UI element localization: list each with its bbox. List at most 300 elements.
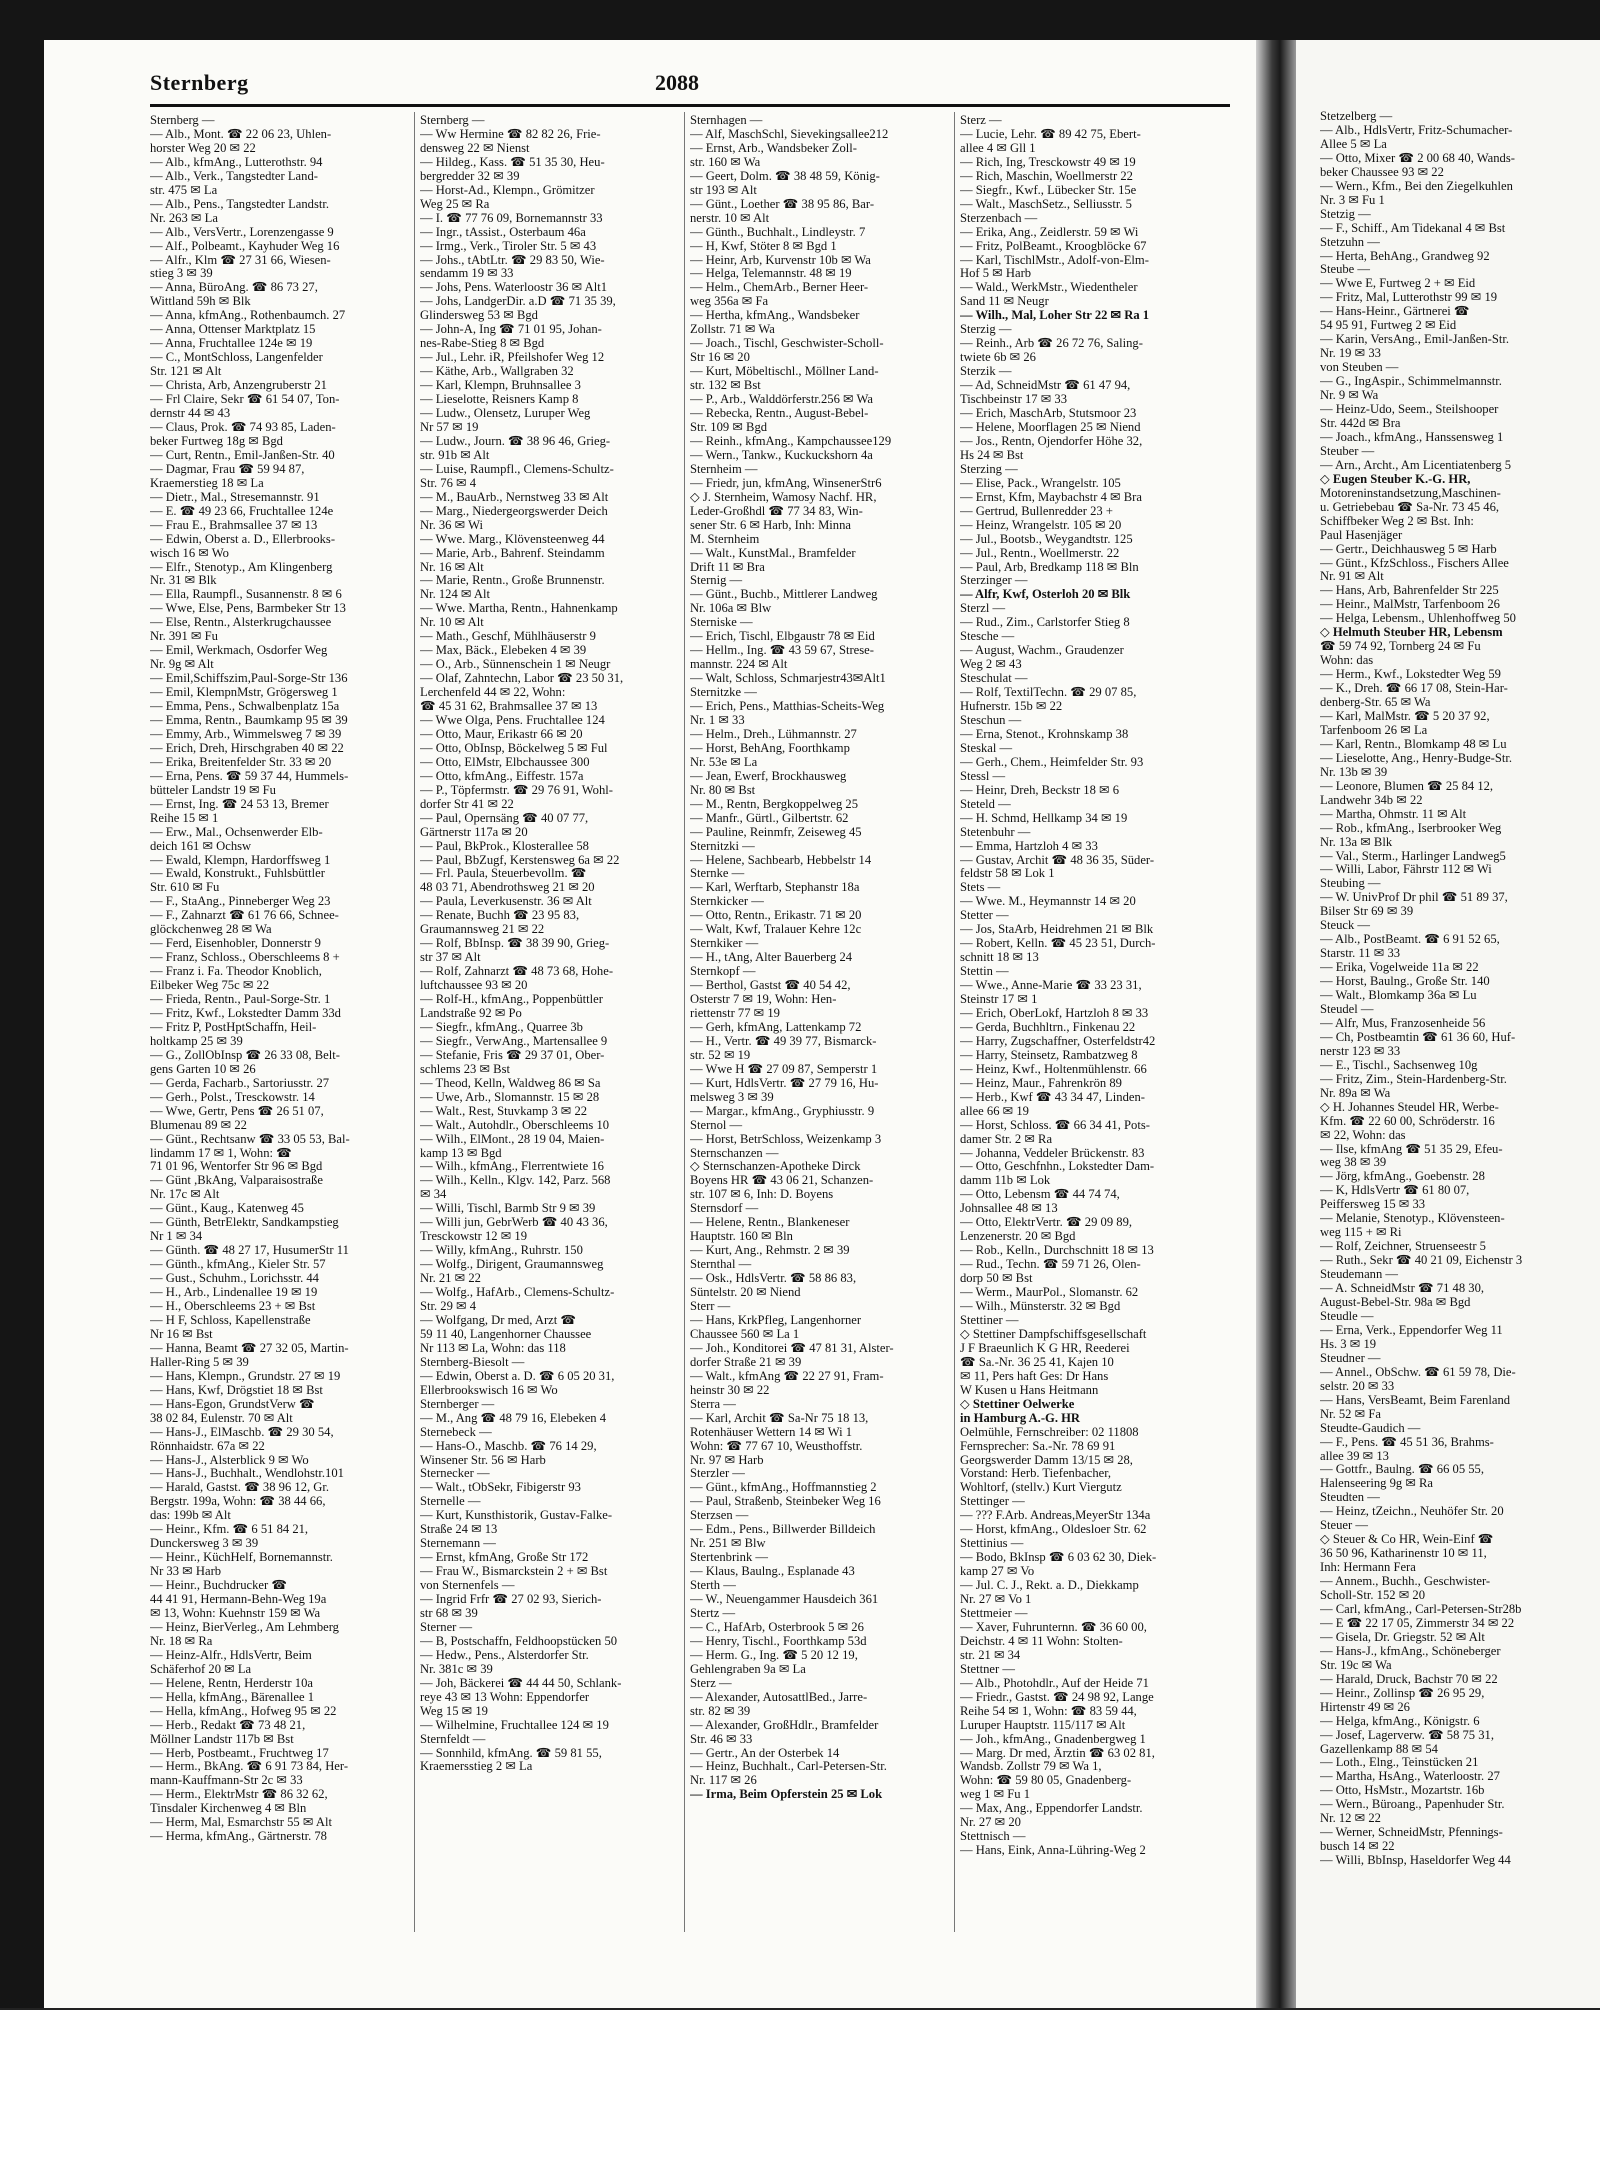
right-page-entry-line: Steuber — — [1320, 444, 1375, 458]
right-page-entry-line: Nr. 19 ✉ 33 — [1320, 347, 1381, 361]
directory-entry-line: kamp 27 ✉ Vo — [960, 1565, 1035, 1579]
directory-entry-line: Kraemerstieg 18 ✉ La — [150, 476, 264, 490]
directory-entry-line: Weg 25 ✉ Ra — [420, 197, 490, 211]
directory-entry-line: — Ww Hermine ☎ 82 82 26, Frie- — [420, 127, 601, 141]
right-page-entry-line: — Lieselotte, Ang., Henry-Budge-Str. — [1320, 751, 1513, 765]
directory-entry-line: — Alfr., Klm ☎ 27 31 66, Wiesen- — [150, 253, 331, 267]
directory-entry-line: Sternfeldt — — [420, 1732, 486, 1746]
directory-column-3 — [690, 114, 952, 1802]
right-page-entry-line: — Heinz, tZeichn., Neuhöfer Str. 20 — [1320, 1505, 1504, 1519]
directory-entry-line: — Horst-Ad., Klempn., Grömitzer — [420, 183, 595, 197]
directory-entry-line: Nr. 124 ✉ Alt — [420, 588, 491, 602]
directory-entry-line: Oelmühle, Fernschreiber: 02 11808 — [960, 1425, 1139, 1439]
directory-entry-line: — Karl, TischlMstr., Adolf-von-Elm- — [960, 253, 1149, 267]
directory-entry-line: nerstr. 10 ✉ Alt — [690, 211, 770, 225]
directory-entry-line: — Edwin, Oberst a. D., Ellerbrooks- — [150, 532, 336, 546]
right-page-entry-line: Stetzelberg — — [1320, 110, 1393, 123]
directory-entry-line: — Helene, Rentn., Blankeneser — [690, 1216, 850, 1230]
right-page-entry-line: — Helga, Lebensm., Uhlenhoffweg 50 — [1320, 612, 1516, 626]
directory-entry-line: — Uwe, Arb., Slomannstr. 15 ✉ 28 — [420, 1090, 600, 1104]
directory-entry-line: — Wwe. Marg., Klövensteenweg 44 — [420, 532, 605, 546]
right-page-entry-line: denberg-Str. 65 ✉ Wa — [1320, 696, 1431, 710]
right-page-entry-line: 54 95 91, Furtweg 2 ✉ Eid — [1320, 319, 1457, 333]
directory-entry-line: — M., BauArb., Nernstweg 33 ✉ Alt — [420, 490, 609, 504]
directory-entry-line: Steschulat — — [960, 672, 1028, 686]
directory-entry-line: Wohltorf, (stellv.) Kurt Viergutz — [960, 1481, 1122, 1495]
directory-entry-line: Sternkicker — — [690, 895, 764, 909]
directory-entry-line: — Heinr., Kfm. ☎ 6 51 84 21, — [150, 1523, 309, 1537]
directory-entry-line: — Rolf, TextilTechn. ☎ 29 07 85, — [960, 686, 1137, 700]
running-title: Sternberg — [150, 70, 249, 95]
directory-entry-line: — Paul, Straßenb, Steinbeker Weg 16 — [690, 1495, 881, 1509]
directory-entry-line: — Walt, Kwf, Tralauer Kehre 12c — [690, 923, 862, 937]
directory-entry-line: — H., Vertr. ☎ 49 39 77, Bismarck- — [690, 1034, 877, 1048]
directory-entry-line: — Claus, Prok. ☎ 74 93 85, Laden- — [150, 420, 336, 434]
right-page-entry-line: Str. 442d ✉ Bra — [1320, 416, 1401, 430]
page-number: 2088 — [655, 70, 699, 95]
directory-entry-line: — Erich, Dreh, Hirschgraben 40 ✉ 22 — [150, 741, 344, 755]
directory-entry-line: str. 160 ✉ Wa — [690, 155, 761, 169]
right-page-entry-line: — Hans, Arb, Bahrenfelder Str 225 — [1320, 584, 1499, 598]
directory-entry-line: — Günth. ☎ 48 27 17, HusumerStr 11 — [150, 1244, 349, 1258]
directory-entry-line: — Alb., Verk., Tangstedter Land- — [150, 169, 318, 183]
directory-entry-line: — Lucie, Lehr. ☎ 89 42 75, Ebert- — [960, 127, 1141, 141]
directory-entry-line: — Günt., Kaug., Katenweg 45 — [150, 1202, 304, 1216]
directory-entry-line: — Harald, Gastst. ☎ 38 96 12, Gr. — [150, 1481, 330, 1495]
right-page-entry-line: — Val., Sterm., Harlinger Landweg5 — [1320, 849, 1506, 863]
directory-entry-line: — Otto, Rentn., Erikastr. 71 ✉ 20 — [690, 909, 862, 923]
directory-entry-line: — Robert, Kelln. ☎ 45 23 51, Durch- — [960, 937, 1156, 951]
directory-entry-line: Sternberger — — [420, 1397, 495, 1411]
directory-entry-line: — Herb., Redakt ☎ 73 48 21, — [150, 1718, 306, 1732]
directory-entry-line: — Erw., Mal., Ochsenwerder Elb- — [150, 825, 323, 839]
directory-entry-line: ◇ J. Sternheim, Wamosy Nachf. HR, — [690, 490, 877, 504]
directory-entry-line: — Paul, BbZugf, Kerstensweg 6a ✉ 22 — [420, 853, 620, 867]
right-page-entry-line: — Heinr., MalMstr, Tarfenboom 26 — [1320, 598, 1500, 612]
directory-entry-line: — Jul., Bootsb., Weygandtstr. 125 — [960, 532, 1133, 546]
directory-entry-line: Sternemann — — [420, 1537, 496, 1551]
directory-entry-line: Sterzinger — — [960, 574, 1028, 588]
directory-entry-line: — Karl, Klempn, Bruhnsallee 3 — [420, 379, 581, 393]
right-page-entry-line: — F., Pens. ☎ 45 51 36, Brahms- — [1320, 1435, 1494, 1449]
directory-entry-line: — Rolf, BbInsp. ☎ 38 39 90, Grieg- — [420, 937, 610, 951]
directory-entry-line: — Rud., Zim., Carlstorfer Stieg 8 — [960, 616, 1130, 630]
right-page-entry-line: — Herta, BehAng., Grandweg 92 — [1320, 249, 1490, 263]
right-page-entry-line: Stetzuhn — — [1320, 235, 1380, 249]
directory-entry-line: Hauptstr. 160 ✉ Bln — [690, 1230, 793, 1244]
directory-entry-line: Kraemersstieg 2 ✉ La — [420, 1760, 533, 1774]
directory-entry-line: dorfer Str 41 ✉ 22 — [420, 797, 514, 811]
directory-entry-line: sener Str. 6 ✉ Harb, Inh: Minna — [690, 518, 851, 532]
directory-entry-line: — Jul. C. J., Rekt. a. D., Diekkamp — [960, 1579, 1139, 1593]
right-page-entry-line: — Annem., Buchh., Geschwister- — [1320, 1575, 1491, 1589]
directory-entry-line: — G., ZollObInsp ☎ 26 33 08, Belt- — [150, 1048, 340, 1062]
scan-margin-bottom — [0, 2010, 1600, 2177]
directory-entry-line: — Gertrud, Bullenredder 23 + — [960, 504, 1113, 518]
directory-entry-line: 59 11 40, Langenhorner Chaussee — [420, 1327, 592, 1341]
directory-entry-line: lindamm 17 ✉ 1, Wohn: ☎ — [150, 1146, 292, 1160]
directory-entry-line: Weg 2 ✉ 43 — [960, 658, 1022, 672]
right-page-entry-line: selstr. 20 ✉ 33 — [1320, 1379, 1395, 1393]
directory-entry-line: Sand 11 ✉ Neugr — [960, 295, 1049, 309]
directory-entry-line: Sternthal — — [690, 1258, 752, 1272]
directory-entry-line: — Walt, Schloss, Schmarjestr43✉Alt1 — [690, 672, 886, 686]
right-page-entry-line: Kfm. ☎ 22 60 00, Schröderstr. 16 — [1320, 1114, 1495, 1128]
directory-entry-line: — Erna, Pens. ☎ 59 37 44, Hummels- — [150, 769, 349, 783]
directory-entry-line: — C., MontSchloss, Langenfelder — [150, 351, 323, 365]
directory-entry-line: — Wwe H ☎ 27 09 87, Semperstr 1 — [690, 1062, 878, 1076]
directory-entry-line: — Berthol, Gastst ☎ 40 54 42, — [690, 979, 851, 993]
directory-entry-line: J F Braeunlich K G HR, Reederei — [960, 1341, 1130, 1355]
directory-entry-line: — Wwe. Martha, Rentn., Hahnenkamp — [420, 602, 618, 616]
directory-entry-line: — Wolfgang, Dr med, Arzt ☎ — [420, 1313, 577, 1327]
directory-entry-line: — Heinz, Wrangelstr. 105 ✉ 20 — [960, 518, 1122, 532]
directory-entry-line: deich 161 ✉ Ochsw — [150, 839, 252, 853]
directory-entry-line: — Herm., ElektrMstr ☎ 86 32 62, — [150, 1788, 328, 1802]
directory-entry-line: holtkamp 25 ✉ 39 — [150, 1034, 243, 1048]
directory-entry-line: — Günt., Buchb., Mittlerer Landweg — [690, 588, 878, 602]
directory-entry-line: ◇ Stettiner Oelwerke — [960, 1397, 1075, 1411]
directory-entry-line: — Lieselotte, Reisners Kamp 8 — [420, 393, 579, 407]
directory-entry-line: — Wilh., ElMont., 28 19 04, Maien- — [420, 1132, 605, 1146]
directory-entry-line: ☎ Sa.-Nr. 36 25 41, Kajen 10 — [960, 1355, 1114, 1369]
directory-entry-line: — Gerh., Chem., Heimfelder Str. 93 — [960, 755, 1144, 769]
directory-entry-line: Sternschanzen — — [690, 1146, 779, 1160]
directory-entry-line: — Wwe Olga, Pens. Fruchtallee 124 — [420, 713, 605, 727]
directory-entry-line: Eilbeker Weg 75c ✉ 22 — [150, 979, 270, 993]
directory-entry-line: — Jean, Ewerf, Brockhausweg — [690, 769, 847, 783]
directory-entry-line: — Emil, KlempnMstr, Grögersweg 1 — [150, 686, 338, 700]
directory-entry-line: — Hans-O., Maschb. ☎ 76 14 29, — [420, 1439, 597, 1453]
directory-entry-line: — Ad, SchneidMstr ☎ 61 47 94, — [960, 379, 1131, 393]
directory-entry-line: Sternberg-Biesolt — — [420, 1355, 525, 1369]
directory-entry-line: — Rud., Techn. ☎ 59 71 26, Olen- — [960, 1258, 1141, 1272]
directory-entry-line: — O., Arb., Sünnenschein 1 ✉ Neugr — [420, 658, 611, 672]
directory-entry-line: 38 02 84, Eulenstr. 70 ✉ Alt — [150, 1411, 293, 1425]
directory-entry-line: — Günt., Rechtsanw ☎ 33 05 53, Bal- — [150, 1132, 350, 1146]
directory-entry-line: in Hamburg A.-G. HR — [960, 1411, 1081, 1425]
right-page-entry-line: ✉ 22, Wohn: das — [1320, 1128, 1406, 1142]
directory-entry-line: — Gerda, Buchhltrn., Finkenau 22 — [960, 1020, 1136, 1034]
directory-entry-line: — Kurt, Kunsthistorik, Gustav-Falke- — [420, 1509, 613, 1523]
directory-entry-line: — Erich, MaschArb, Stutsmoor 23 — [960, 407, 1137, 421]
directory-entry-line: damm 11b ✉ Lok — [960, 1174, 1051, 1188]
directory-entry-line: — Marie, Rentn., Große Brunnenstr. — [420, 574, 605, 588]
right-page-entry-line: — Heinr., Zollinsp ☎ 26 95 29, — [1320, 1686, 1485, 1700]
right-page-entry-line: Hs. 3 ✉ 19 — [1320, 1337, 1377, 1351]
directory-entry-line: ✉ 11, Pers haft Ges: Dr Hans — [960, 1369, 1109, 1383]
directory-entry-line: — Anna, BüroAng. ☎ 86 73 27, — [150, 281, 318, 295]
directory-entry-line: Stesche — — [960, 630, 1015, 644]
directory-entry-line: — Reinh., Arb ☎ 26 72 76, Saling- — [960, 337, 1143, 351]
right-page-entry-line: — F., Schiff., Am Tidekanal 4 ✉ Bst — [1320, 221, 1506, 235]
directory-entry-line: beker Furtweg 18g ✉ Bgd — [150, 434, 283, 448]
directory-entry-line: — Johs, Pens. Waterloostr 36 ✉ Alt1 — [420, 281, 608, 295]
directory-entry-line: — Helga, Telemannstr. 48 ✉ 19 — [690, 267, 852, 281]
directory-entry-line: — Ingrid Frfr ☎ 27 02 93, Sierich- — [420, 1593, 602, 1607]
directory-entry-line: Weg 15 ✉ 19 — [420, 1704, 488, 1718]
right-page-entry-line: — Arn., Archt., Am Licentiatenberg 5 — [1320, 458, 1512, 472]
directory-entry-line: str. 21 ✉ 34 — [960, 1648, 1021, 1662]
book-gutter — [1256, 40, 1296, 2010]
directory-entry-line: melsweg 3 ✉ 39 — [690, 1090, 774, 1104]
directory-entry-line: dorp 50 ✉ Bst — [960, 1272, 1033, 1286]
directory-entry-line: — Renate, Buchh ☎ 23 95 83, — [420, 909, 580, 923]
directory-entry-line: ✉ 13, Wohn: Kuehnstr 159 ✉ Wa — [150, 1606, 321, 1620]
right-page-entry-line: — Karin, VersAng., Emil-Janßen-Str. — [1320, 333, 1509, 347]
directory-entry-line: Haller-Ring 5 ✉ 39 — [150, 1355, 249, 1369]
directory-entry-line: Nr 33 ✉ Harb — [150, 1565, 222, 1579]
directory-entry-line: — Max, Ang., Eppendorfer Landstr. — [960, 1802, 1143, 1816]
directory-entry-line: — F., StaAng., Pinneberger Weg 23 — [150, 895, 331, 909]
column-separator-2 — [684, 112, 685, 1932]
directory-entry-line: — Wwe. M., Heymannstr 14 ✉ 20 — [960, 895, 1136, 909]
directory-entry-line: — Heinr, Dreh, Beckstr 18 ✉ 6 — [960, 783, 1120, 797]
directory-entry-line: Osterstr 7 ✉ 19, Wohn: Hen- — [690, 993, 837, 1007]
directory-entry-line: — Olaf, Zahntechn, Labor ☎ 23 50 31, — [420, 672, 624, 686]
directory-entry-line: — Wilh., Münsterstr. 32 ✉ Bgd — [960, 1300, 1121, 1314]
right-page-entry-line: — Rob., kfmAng., Iserbrooker Weg — [1320, 821, 1502, 835]
directory-entry-line: Steinstr 17 ✉ 1 — [960, 993, 1038, 1007]
right-page-entry-line: — E ☎ 22 17 05, Zimmerstr 34 ✉ 22 — [1320, 1616, 1515, 1630]
directory-entry-line: — Harry, Steinsetz, Rambatzweg 8 — [960, 1048, 1138, 1062]
right-page-entry-line: nerstr 123 ✉ 33 — [1320, 1044, 1401, 1058]
directory-entry-line: — Walt., MaschSetz., Selliusstr. 5 — [960, 197, 1132, 211]
directory-entry-line: kamp 13 ✉ Bgd — [420, 1146, 502, 1160]
directory-entry-line: — Ernst, kfmAng, Große Str 172 — [420, 1551, 589, 1565]
directory-entry-line: — Fritz P, PostHptSchaffn, Heil- — [150, 1020, 317, 1034]
right-page-entry-line: August-Bebel-Str. 98a ✉ Bgd — [1320, 1296, 1471, 1310]
directory-entry-line: — Ewald, Klempn, Hardorffsweg 1 — [150, 853, 331, 867]
directory-entry-line: — Herb, Postbeamt., Fruchtweg 17 — [150, 1746, 329, 1760]
directory-entry-line: Johnsallee 48 ✉ 13 — [960, 1202, 1058, 1216]
directory-entry-line: — Emmy, Arb., Wimmelsweg 7 ✉ 39 — [150, 727, 342, 741]
directory-entry-line: — Willy, kfmAng., Ruhrstr. 150 — [420, 1244, 583, 1258]
directory-entry-line: — Wwe., Anne-Marie ☎ 33 23 31, — [960, 979, 1142, 993]
directory-entry-line: W Kusen u Hans Heitmann — [960, 1383, 1099, 1397]
directory-entry-line: — Erich, OberLokf, Hartzloh 8 ✉ 33 — [960, 1007, 1149, 1020]
directory-entry-line: Gärtnerstr 117a ✉ 20 — [420, 825, 528, 839]
directory-entry-line: Bergstr. 199a, Wohn: ☎ 38 44 66, — [150, 1495, 326, 1509]
directory-entry-line: — M., Ang ☎ 48 79 16, Elebeken 4 — [420, 1411, 607, 1425]
directory-entry-line: Sternig — — [690, 574, 743, 588]
directory-entry-line: — Gerda, Facharb., Sartoriusstr. 27 — [150, 1076, 330, 1090]
directory-entry-line: — Erika, Ang., Zeidlerstr. 59 ✉ Wi — [960, 225, 1139, 239]
directory-entry-line: — Helm., Dreh., Lühmannstr. 27 — [690, 727, 857, 741]
directory-entry-line: Str. 46 ✉ 33 — [690, 1732, 753, 1746]
directory-entry-line: Nr. 97 ✉ Harb — [690, 1453, 764, 1467]
directory-entry-line: — Klaus, Baulng., Esplanade 43 — [690, 1565, 855, 1579]
right-page-entry-line: Paul Hasenjäger — [1320, 528, 1403, 542]
right-page-entry-line: — Gertr., Deichhausweg 5 ✉ Harb — [1320, 542, 1497, 556]
directory-entry-line: — Frl Claire, Sekr ☎ 61 54 07, Ton- — [150, 393, 340, 407]
directory-entry-line: — August, Wachm., Graudenzer — [960, 644, 1124, 658]
directory-entry-line: — Else, Rentn., Alsterkrugchaussee — [150, 616, 332, 630]
directory-entry-line: — Günth., kfmAng., Kieler Str. 57 — [150, 1258, 326, 1272]
directory-entry-line: Sterr — — [690, 1300, 731, 1314]
directory-entry-line: Schäferhof 20 ✉ La — [150, 1662, 252, 1676]
directory-entry-line: — Hertha, kfmAng., Wandsbeker — [690, 309, 860, 323]
directory-entry-line: Nr. 36 ✉ Wi — [420, 518, 483, 532]
directory-entry-line: Sterner — — [420, 1620, 473, 1634]
right-page — [1296, 40, 1600, 2010]
directory-entry-line: Deichstr. 4 ✉ 11 Wohn: Stolten- — [960, 1634, 1123, 1648]
directory-entry-line: — Rich, Maschin, Woellmerstr 22 — [960, 169, 1133, 183]
directory-entry-line: gens Garten 10 ✉ 26 — [150, 1062, 256, 1076]
directory-entry-line: allee 4 ✉ Gll 1 — [960, 141, 1036, 155]
directory-entry-line: Str. 29 ✉ 4 — [420, 1300, 477, 1314]
right-page-entry-line: Steuck — — [1320, 919, 1371, 933]
directory-entry-line: Nr. 80 ✉ Bst — [690, 783, 756, 797]
right-page-entry-line: — Ch, Postbeamtin ☎ 61 36 60, Huf- — [1320, 1030, 1516, 1044]
directory-entry-line: Stettnisch — — [960, 1830, 1026, 1844]
directory-entry-line: — H., tAng, Alter Bauerberg 24 — [690, 951, 853, 965]
directory-entry-line: — Dietr., Mal., Stresemannstr. 91 — [150, 490, 320, 504]
directory-entry-line: — Herb., Kwf ☎ 43 34 47, Linden- — [960, 1090, 1145, 1104]
directory-entry-line: — Frieda, Rentn., Paul-Sorge-Str. 1 — [150, 993, 331, 1007]
directory-entry-line: — Otto, ElektrVertr. ☎ 29 09 89, — [960, 1216, 1133, 1230]
right-page-entry-line: Peiffersweg 15 ✉ 33 — [1320, 1198, 1426, 1212]
right-page-entry-line: Steube — — [1320, 263, 1371, 277]
directory-entry-line: — Otto, ObInsp, Böckelweg 5 ✉ Ful — [420, 741, 608, 755]
directory-entry-line: str 37 ✉ Alt — [420, 951, 481, 965]
directory-entry-line: Lenzenerstr. 20 ✉ Bgd — [960, 1230, 1076, 1244]
directory-entry-line: horster Weg 20 ✉ 22 — [150, 141, 256, 155]
directory-entry-line: — Emma, Pens., Schwalbenplatz 15a — [150, 700, 340, 714]
directory-entry-line: — Ewald, Konstrukt., Fuhlsbüttler — [150, 867, 325, 881]
directory-entry-line: — Frl. Paula, Steuerbevollm. ☎ — [420, 867, 587, 881]
directory-entry-line: — Christa, Arb, Anzengruberstr 21 — [150, 379, 327, 393]
directory-entry-line: Wittland 59h ✉ Blk — [150, 295, 251, 309]
directory-entry-line: — Elise, Pack., Wrangelstr. 105 — [960, 476, 1121, 490]
directory-entry-line: — Wilhelmine, Fruchtallee 124 ✉ 19 — [420, 1718, 609, 1732]
right-page-entry-line: — Alb., HdlsVertr, Fritz-Schumacher- — [1320, 123, 1513, 137]
directory-entry-line: weg 1 ✉ Fu 1 — [960, 1788, 1031, 1802]
directory-entry-line: — Alb., Mont. ☎ 22 06 23, Uhlen- — [150, 127, 332, 141]
directory-entry-line: — Alf, MaschSchl, Sievekingsallee212 — [690, 127, 889, 141]
right-page-entry-line: — Joach., kfmAng., Hanssensweg 1 — [1320, 430, 1504, 444]
directory-entry-line: Stessl — — [960, 769, 1006, 783]
directory-entry-line: Nr. 9g ✉ Alt — [150, 658, 214, 672]
right-page-entry-line: Motoreninstandsetzung,Maschinen- — [1320, 486, 1501, 500]
directory-entry-line: — Heinr, Arb, Kurvenstr 10b ✉ Wa — [690, 253, 871, 267]
directory-entry-line: Stettinius — — [960, 1537, 1024, 1551]
directory-entry-line: — Fritz, PolBeamt., Kroogblöcke 67 — [960, 239, 1147, 253]
directory-entry-line: — Hans-Egon, GrundstVerw ☎ — [150, 1397, 315, 1411]
directory-entry-line: Sternitzke — — [690, 686, 757, 700]
directory-entry-line: Reihe 15 ✉ 1 — [150, 811, 219, 825]
right-page-entry-line: ☎ 59 74 92, Tornberg 24 ✉ Fu — [1320, 640, 1481, 654]
directory-entry-line: Nr. 18 ✉ Ra — [150, 1634, 213, 1648]
right-page-entry-line: weg 115 + ✉ Ri — [1320, 1226, 1402, 1240]
directory-entry-line: str. 82 ✉ 39 — [690, 1704, 751, 1718]
right-page-entry-line: — Hans-J., kfmAng., Schöneberger — [1320, 1644, 1501, 1658]
directory-entry-line: Sterz — — [690, 1676, 732, 1690]
directory-entry-line: — Otto, Geschfnhn., Lokstedter Dam- — [960, 1160, 1155, 1174]
right-page-entry-line: — Annel., ObSchw. ☎ 61 59 78, Die- — [1320, 1365, 1516, 1379]
directory-entry-line: Nr. 1 ✉ 33 — [690, 713, 745, 727]
directory-entry-line: schlems 23 ✉ Bst — [420, 1062, 510, 1076]
directory-entry-line: str. 52 ✉ 19 — [690, 1048, 751, 1062]
right-page-entry-line: ◇ H. Johannes Steudel HR, Werbe- — [1320, 1100, 1499, 1114]
right-page-entry-line: — Fritz, Zim., Stein-Hardenberg-Str. — [1320, 1072, 1507, 1086]
directory-entry-line: Steschun — — [960, 713, 1022, 727]
directory-entry-line: — Herm, Mal, Esmarchstr 55 ✉ Alt — [150, 1816, 332, 1830]
directory-entry-line: — H., Arb., Lindenallee 19 ✉ 19 — [150, 1286, 318, 1300]
directory-entry-line: — Emma, Rentn., Baumkamp 95 ✉ 39 — [150, 713, 348, 727]
column-separator-3 — [954, 112, 955, 1932]
directory-entry-line: luftchaussee 93 ✉ 20 — [420, 979, 528, 993]
right-page-entry-line: — Martha, Ohmstr. 11 ✉ Alt — [1320, 807, 1467, 821]
directory-entry-line: — Erich, Pens., Matthias-Scheits-Weg — [690, 700, 885, 714]
directory-entry-line: — Ingr., tAssist., Osterbaum 46a — [420, 225, 586, 239]
directory-entry-line: Str. 610 ✉ Fu — [150, 881, 220, 895]
right-page-entry-line: — Carl, kfmAng., Carl-Petersen-Str28b — [1320, 1602, 1522, 1616]
directory-entry-line: — Günt., kfmAng., Hoffmannstieg 2 — [690, 1481, 877, 1495]
directory-entry-line: — Rich, Ing, Tresckowstr 49 ✉ 19 — [960, 155, 1136, 169]
directory-entry-line: Möllner Landstr 117b ✉ Bst — [150, 1732, 294, 1746]
right-page-entry-line: — Gottfr., Baulng. ☎ 66 05 55, — [1320, 1463, 1485, 1477]
directory-entry-line: Chaussee 560 ✉ La 1 — [690, 1327, 800, 1341]
directory-entry-line: — Kurt, HdlsVertr. ☎ 27 79 16, Hu- — [690, 1076, 879, 1090]
directory-entry-line: — B, Postschaffn, Feldhoopstücken 50 — [420, 1634, 618, 1648]
directory-entry-line: Sterz — — [960, 114, 1002, 127]
directory-entry-line: — Alb., kfmAng., Lutterothstr. 94 — [150, 155, 323, 169]
directory-entry-line: — Wilh., Mal, Loher Str 22 ✉ Ra 1 — [960, 309, 1150, 323]
directory-entry-line: — Gustav, Archit ☎ 48 36 35, Süder- — [960, 853, 1155, 867]
directory-entry-line: — Siegfr., VerwAng., Martensallee 9 — [420, 1034, 608, 1048]
directory-entry-line: — Elfr., Stenotyp., Am Klingenberg — [150, 560, 333, 574]
directory-entry-line: Lerchenfeld 44 ✉ 22, Wohn: — [420, 686, 566, 700]
directory-entry-line: ☎ 45 31 62, Brahmsallee 37 ✉ 13 — [420, 700, 598, 714]
directory-entry-line: Straße 24 ✉ 13 — [420, 1523, 498, 1537]
directory-entry-line: Sterzenbach — — [960, 211, 1038, 225]
directory-entry-line: — Hedw., Pens., Alsterdorfer Str. — [420, 1648, 589, 1662]
right-page-entry-line: — Ilse, kfmAng ☎ 51 35 29, Efeu- — [1320, 1142, 1503, 1156]
directory-entry-line: — Curt, Rentn., Emil-Janßen-Str. 40 — [150, 448, 335, 462]
directory-entry-line: — Emma, Hartzloh 4 ✉ 33 — [960, 839, 1098, 853]
directory-entry-line: mann-Kauffmann-Str 2c ✉ 33 — [150, 1774, 303, 1788]
directory-entry-line: — Hans-J., ElMaschb. ☎ 29 30 54, — [150, 1425, 334, 1439]
directory-entry-line: Str. 109 ✉ Bgd — [690, 420, 768, 434]
header-rule — [150, 104, 1230, 107]
right-page-entry-line: — Erika, Vogelweide 11a ✉ 22 — [1320, 961, 1479, 975]
directory-entry-line: — Ernst, Ing. ☎ 24 53 13, Bremer — [150, 797, 329, 811]
directory-entry-line: Nr 16 ✉ Bst — [150, 1327, 213, 1341]
directory-entry-line: — H F, Schloss, Kapellenstraße — [150, 1313, 311, 1327]
directory-entry-line: Nr. 106a ✉ Blw — [690, 602, 772, 616]
directory-entry-line: — Alb., VersVertr., Lorenzengasse 9 — [150, 225, 334, 239]
directory-entry-line: bergredder 32 ✉ 39 — [420, 169, 520, 183]
right-page-entry-line: — Walt., Blomkamp 36a ✉ Lu — [1320, 989, 1477, 1003]
directory-entry-line: — Paul, Arb, Bredkamp 118 ✉ Bln — [960, 560, 1139, 574]
directory-entry-line: — Johanna, Veddeler Brückenstr. 83 — [960, 1146, 1145, 1160]
directory-entry-line: — Gertr., An der Osterbek 14 — [690, 1746, 840, 1760]
scan-border-left — [0, 0, 44, 2010]
directory-entry-line: Rotenhäuser Wettern 14 ✉ Wi 1 — [690, 1425, 853, 1439]
directory-entry-line: Nr. 16 ✉ Alt — [420, 560, 484, 574]
directory-entry-line: Nr. 263 ✉ La — [150, 211, 218, 225]
directory-entry-line: — Käthe, Arb., Wallgraben 32 — [420, 365, 574, 379]
directory-entry-line: riettenstr 77 ✉ 19 — [690, 1007, 780, 1020]
directory-entry-line: — Erika, Breitenfelder Str. 33 ✉ 20 — [150, 755, 332, 769]
right-page-entry-line: — Heinz-Udo, Seem., Steilshooper — [1320, 403, 1499, 417]
directory-entry-line: — Johs, LandgerDir. a.D ☎ 71 35 39, — [420, 295, 616, 309]
directory-entry-line: — M., Rentn, Bergkoppelweg 25 — [690, 797, 859, 811]
directory-entry-line: — Luise, Raumpfl., Clemens-Schultz- — [420, 462, 614, 476]
directory-entry-line: Str. 121 ✉ Alt — [150, 365, 222, 379]
directory-entry-line: — Heinr., Buchdrucker ☎ — [150, 1579, 288, 1593]
